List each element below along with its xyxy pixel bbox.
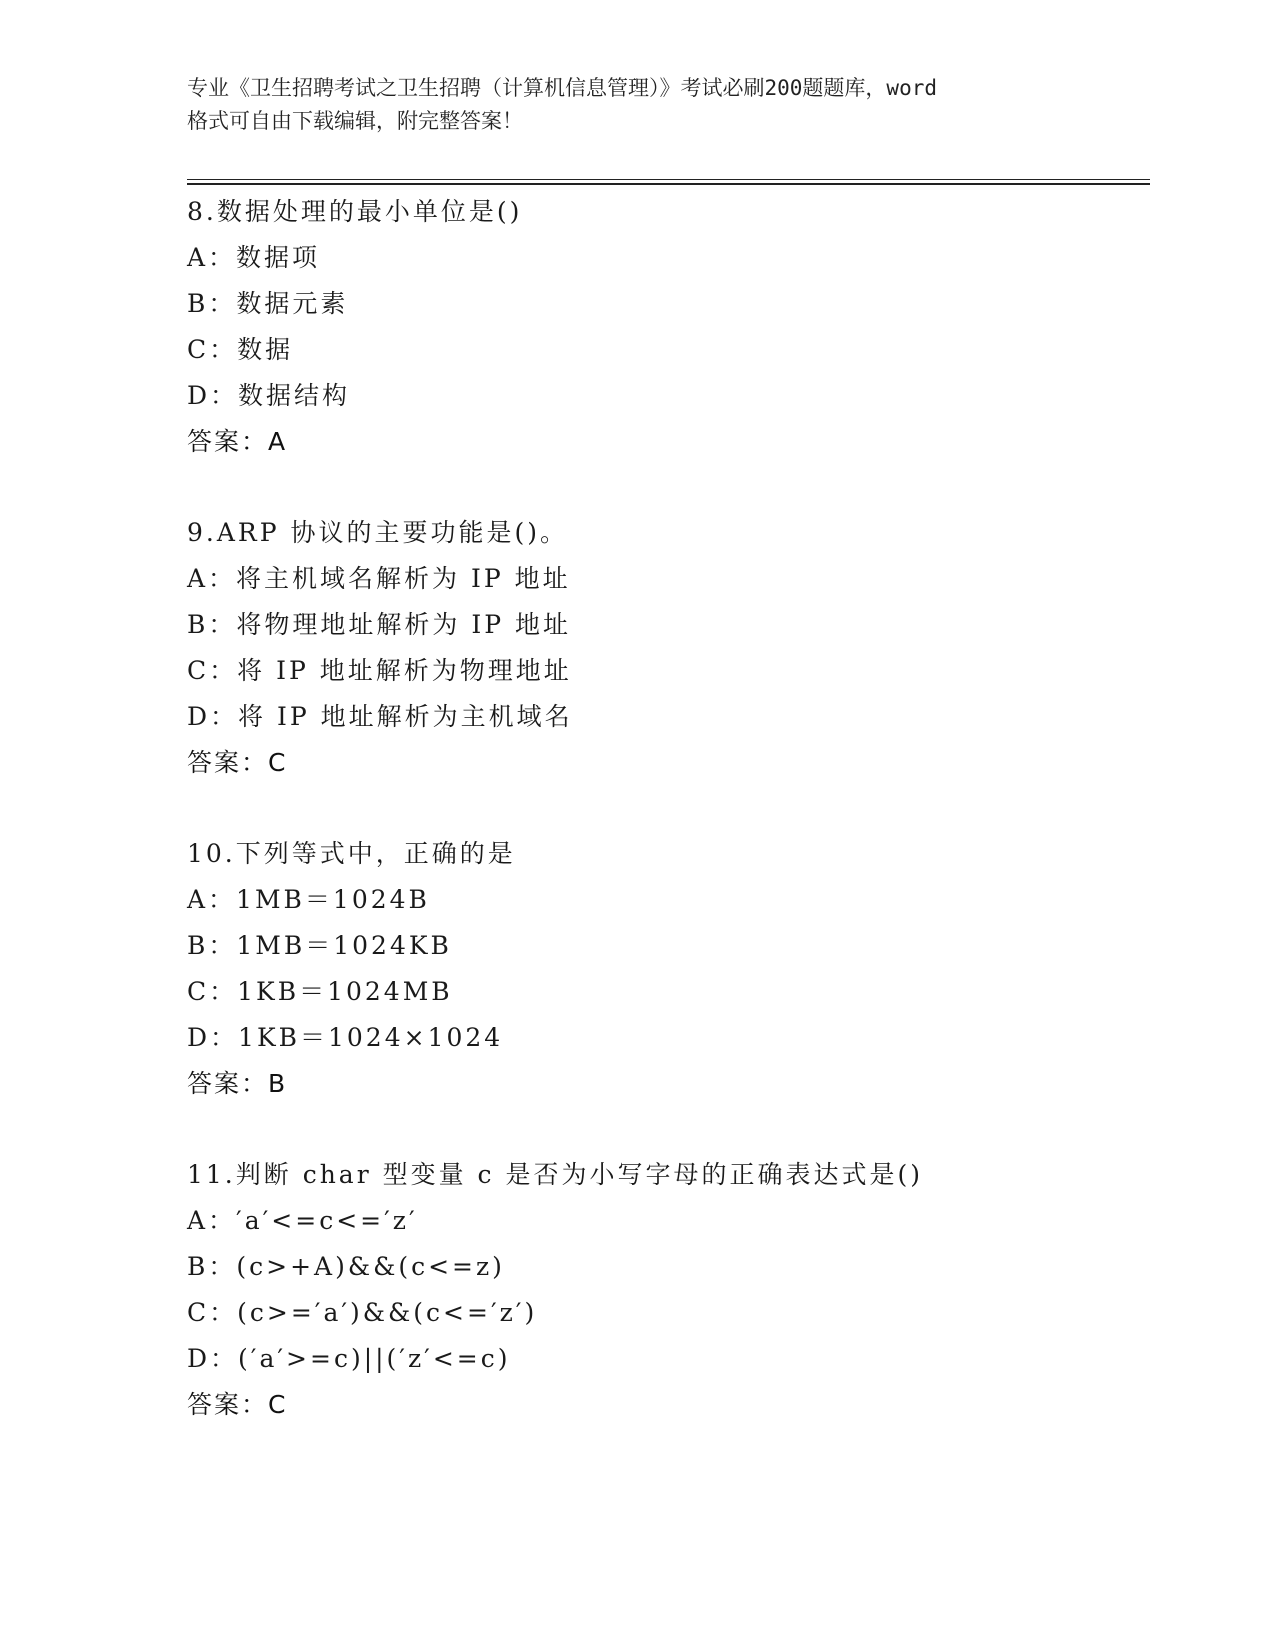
option-a: A：将主机域名解析为 IP 地址 <box>187 564 571 593</box>
question-10 <box>187 831 1147 1107</box>
option-d: D：数据结构 <box>187 381 351 410</box>
question-8 <box>187 189 1147 465</box>
option-d: D：(′a′>=c)||(′z′<=c) <box>187 1344 511 1373</box>
option-d: D：将 IP 地址解析为主机域名 <box>187 702 573 731</box>
option-c: C：1KB＝1024MB <box>187 977 453 1006</box>
option-a: A：′a′<=c<=′z′ <box>187 1206 418 1235</box>
answer-line: 答案：B <box>187 1069 288 1098</box>
option-b: B：将物理地址解析为 IP 地址 <box>187 610 571 639</box>
option-a: A：1MB＝1024B <box>187 885 430 914</box>
document-header <box>187 72 1087 138</box>
option-c: C：将 IP 地址解析为物理地址 <box>187 656 572 685</box>
question-9 <box>187 510 1147 786</box>
option-b: B：(c>+A)&&(c<=z) <box>187 1252 505 1281</box>
header-divider-thin <box>187 179 1150 180</box>
header-line-2: 格式可自由下载编辑，附完整答案！ <box>187 109 523 133</box>
option-a: A：数据项 <box>187 243 321 272</box>
answer-line: 答案：C <box>187 748 288 777</box>
question-11 <box>187 1152 1147 1428</box>
question-stem: 10.下列等式中，正确的是 <box>187 839 516 868</box>
answer-line: 答案：A <box>187 427 288 456</box>
header-divider-thick <box>187 183 1150 185</box>
question-stem: 11.判断 char 型变量 c 是否为小写字母的正确表达式是() <box>187 1160 924 1189</box>
option-b: B：1MB＝1024KB <box>187 931 452 960</box>
header-line-1: 专业《卫生招聘考试之卫生招聘（计算机信息管理）》考试必刷200题题库，word <box>187 76 937 100</box>
option-b: B：数据元素 <box>187 289 349 318</box>
question-stem: 8.数据处理的最小单位是() <box>187 197 523 226</box>
question-stem: 9.ARP 协议的主要功能是()。 <box>187 518 569 547</box>
option-c: C：(c>=′a′)&&(c<=′z′) <box>187 1298 538 1327</box>
option-c: C：数据 <box>187 335 294 364</box>
answer-line: 答案：C <box>187 1390 288 1419</box>
option-d: D：1KB＝1024×1024 <box>187 1023 504 1052</box>
